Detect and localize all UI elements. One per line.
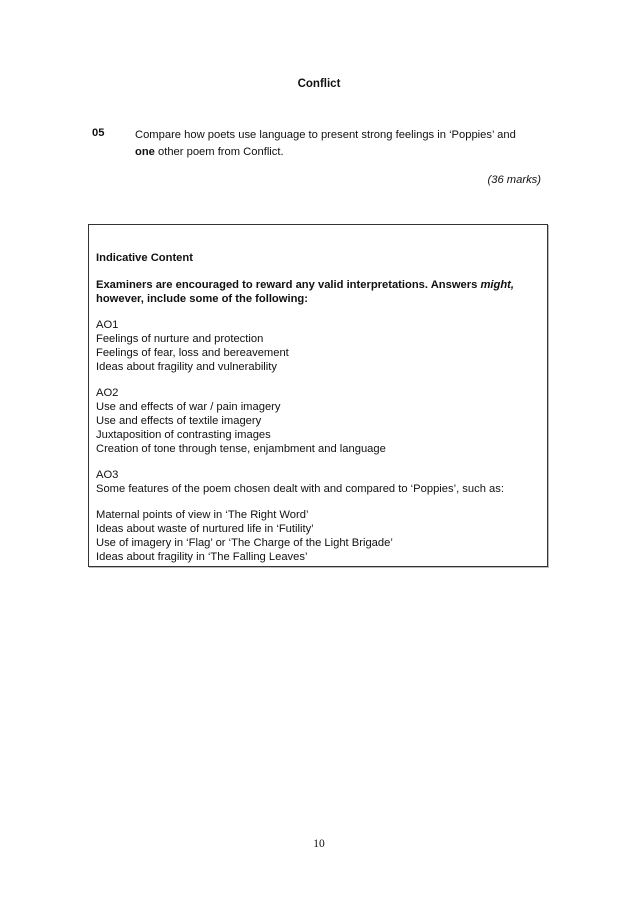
assessment-objectives: [96, 318, 541, 564]
question-text: [135, 127, 555, 161]
objective-item: Ideas about fragility and vulnerability: [96, 361, 277, 373]
question-text-start: Compare how poets use language to present strong feelings in ‘Poppies’ and: [135, 129, 516, 141]
objective-item: Maternal points of view in ‘The Right Word’: [96, 509, 309, 521]
section-title: Conflict: [297, 78, 341, 90]
objective-label: AO1: [96, 319, 119, 331]
objective-item: Use and effects of textile imagery: [96, 415, 262, 427]
objective-item: Ideas about waste of nurtured life in ‘Futility’: [96, 523, 314, 535]
objective-group-ao3: [96, 468, 541, 564]
objective-group-ao1: [96, 318, 541, 374]
question-number: 05: [92, 127, 105, 139]
objective-item: Use and effects of war / pain imagery: [96, 401, 281, 413]
question-emphasis: one: [135, 146, 155, 158]
objective-label: AO2: [96, 387, 119, 399]
question-text-end: other poem from Conflict.: [154, 146, 284, 158]
objective-item: Juxtaposition of contrasting images: [96, 429, 271, 441]
page-number: 10: [313, 838, 325, 850]
objective-label: AO3: [96, 469, 119, 481]
intro-text-start: Examiners are encouraged to reward any valid interpretations. Answers: [96, 279, 481, 291]
objective-item: Feelings of nurture and protection: [96, 333, 264, 345]
objective-item: Creation of tone through tense, enjambment and language: [96, 443, 386, 455]
objective-item: Use of imagery in ‘Flag’ or ‘The Charge of the Light Brigade’: [96, 537, 393, 549]
indicative-content-box: [88, 224, 548, 567]
spacer: [96, 496, 541, 508]
objective-group-ao2: [96, 386, 541, 456]
question-marks: (36 marks): [487, 174, 541, 186]
objective-item: Ideas about fragility in ‘The Falling Leaves’: [96, 551, 308, 563]
intro-emphasis: might,: [480, 279, 515, 291]
objective-item: Some features of the poem chosen dealt with and compared to ‘Poppies’, such as:: [96, 483, 504, 495]
objective-item: Feelings of fear, loss and bereavement: [96, 347, 289, 359]
indicative-content-heading: Indicative Content: [96, 252, 193, 264]
intro-text-end: however, include some of the following:: [96, 293, 308, 305]
indicative-content-intro: [96, 278, 541, 306]
